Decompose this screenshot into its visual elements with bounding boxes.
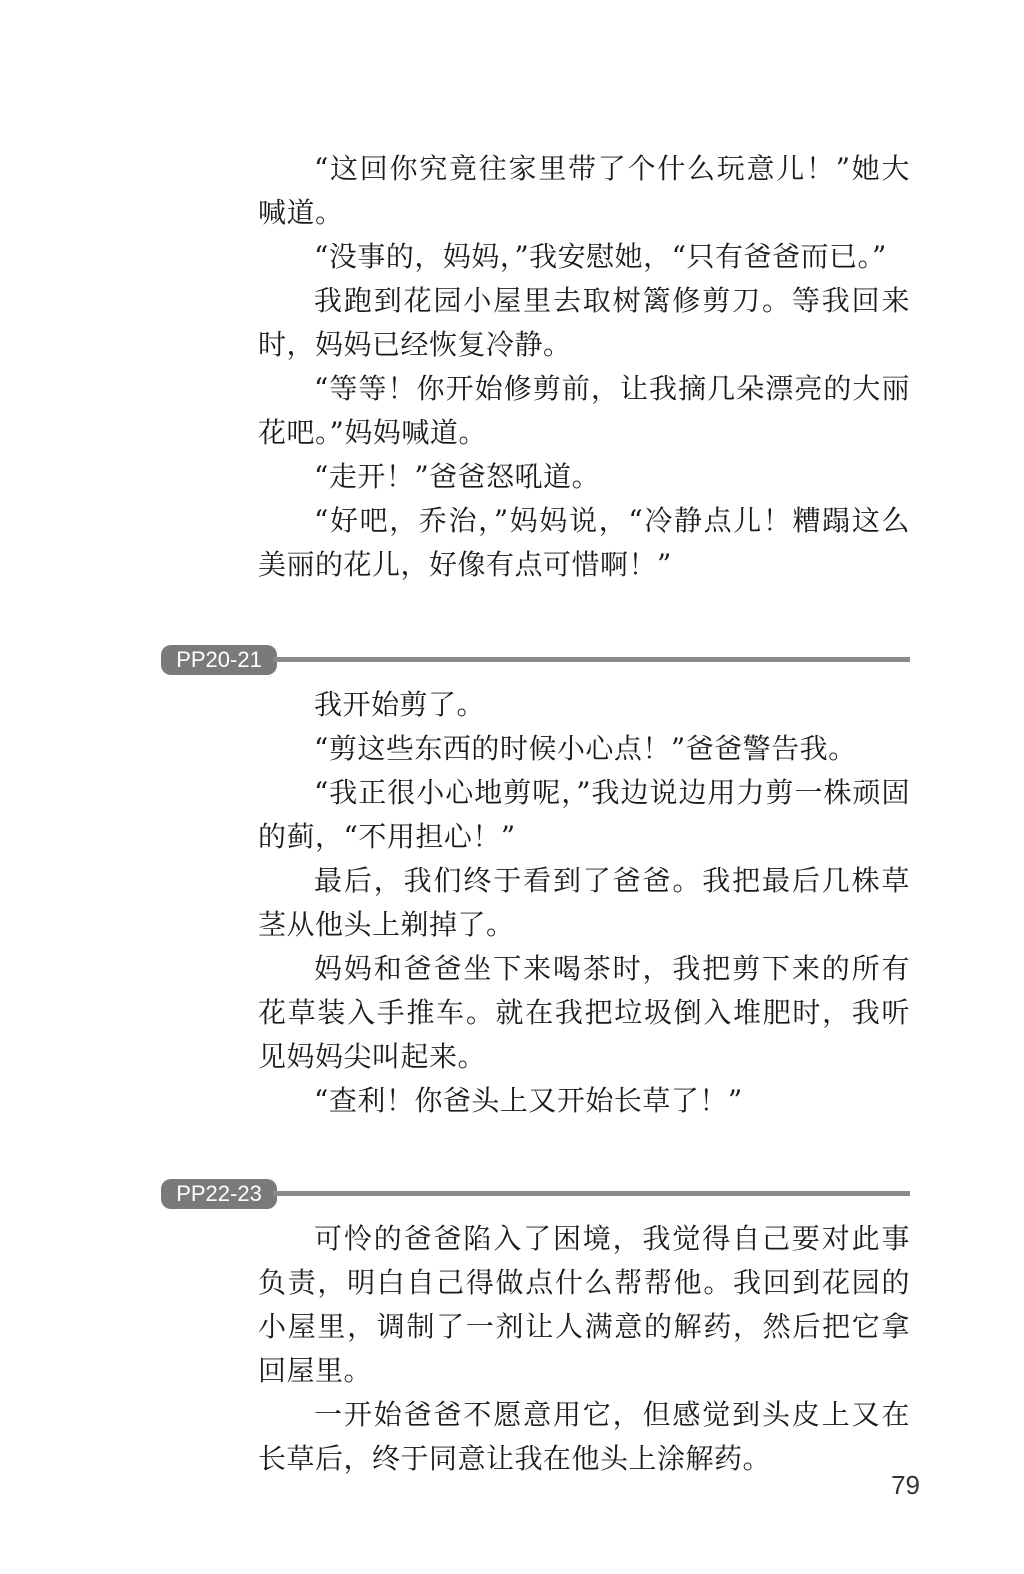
paragraph: 一开始爸爸不愿意用它，但感觉到头皮上又在长草后，终于同意让我在他头上涂解药。 [258,1398,910,1475]
paragraph: “等等！你开始修剪前，让我摘几朵漂亮的大丽花吧。”妈妈喊道。 [258,372,910,449]
paragraph: “剪这些东西的时候小心点！”爸爸警告我。 [314,732,857,765]
paragraph: 妈妈和爸爸坐下来喝茶时，我把剪下来的所有花草装入手推车。就在我把垃圾倒入堆肥时，我听见妈妈尖叫起来。 [258,952,910,1073]
paragraph: 可怜的爸爸陷入了困境，我觉得自己要对此事负责，明白自己得做点什么帮帮他。我回到花园的小屋里，调制了一剂让人满意的解药，然后把它拿回屋里。 [258,1222,910,1387]
section-tag: PP22-23 [161,1179,277,1209]
section-1-text [258,683,910,1123]
paragraph: “查利！你爸头上又开始长草了！” [314,1084,743,1117]
section-2-text [258,1217,910,1481]
paragraph: 最后，我们终于看到了爸爸。我把最后几株草茎从他头上剃掉了。 [258,864,910,941]
paragraph: “没事的，妈妈，”我安慰她，“只有爸爸而已。” [314,240,887,273]
paragraph: “走开！”爸爸怒吼道。 [314,460,601,493]
section-header-pp20-21 [161,645,910,675]
section-divider [273,1191,910,1196]
paragraph: 我开始剪了。 [314,688,486,721]
page-number: 79 [891,1470,920,1500]
paragraph: 我跑到花园小屋里去取树篱修剪刀。等我回来时，妈妈已经恢复冷静。 [258,284,910,361]
paragraph: “好吧，乔治，”妈妈说，“冷静点儿！糟蹋这么美丽的花儿，好像有点可惜啊！” [258,504,910,581]
section-divider [273,657,910,662]
paragraph: “我正很小心地剪呢，”我边说边用力剪一株顽固的蓟，“不用担心！” [258,776,910,853]
section-0-text [258,147,910,587]
section-tag: PP20-21 [161,645,277,675]
section-header-pp22-23 [161,1179,910,1209]
paragraph: “这回你究竟往家里带了个什么玩意儿！”她大喊道。 [258,152,910,229]
